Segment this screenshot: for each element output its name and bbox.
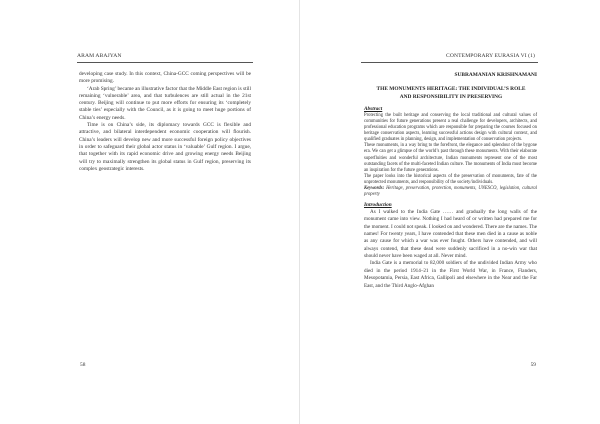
right-header-rule (361, 62, 538, 63)
left-paragraph-2: ‘Arab Spring’ became an illustrative factor that the Middle East region is still remaining ‘vulnerable’ area, and that turbulences are still actual in the 21st century. Beijing will continue to put more efforts for ensuring its ‘completely stable ties’ especially with the Council, as it is going to meet huge portions of China’s energy needs. (79, 85, 251, 121)
article-title-line-2: AND RESPONSIBILITY IN PRESERVING (399, 93, 503, 100)
abstract-paragraph-1: Protecting the built heritage and conserving the local traditional and cultural values of communities for future generations present a real challenge for developers, architects, and professional education programs which are responsible for preparing the courses focused on heritage conservation aspects, learning successful actions design with cultural context, and qualified graduates in planning, design, and implementation of conservation projects. (364, 113, 537, 143)
left-running-head: ARAM ABAJYAN (77, 53, 122, 59)
right-page (300, 0, 600, 424)
intro-paragraph-2: India Gate is a memorial to 82,000 soldiers of the undivided Indian Army who died in the period 1914–21 in the First World War, in France, Flanders, Mesopotamia, Persia, East Africa, Gallipoli and elsewhere in the Near and the Far East, and the Third Anglo-Afghan (364, 260, 537, 289)
keywords-label: Keywords: (364, 185, 385, 191)
keywords-text: Heritage, preservation, protection, monuments, UNESCO, legislation, cultural property (364, 185, 537, 197)
left-header-rule (77, 62, 253, 63)
article-title (363, 86, 539, 101)
right-page-number: 59 (530, 362, 536, 368)
keywords (364, 186, 537, 198)
introduction-heading: Introduction (364, 201, 392, 208)
left-page-number: 58 (80, 362, 86, 368)
abstract-paragraph-3: The paper looks into the historical aspects of the preservation of monuments, fate of the unprotected monuments, and responsibility of the society/individuals. (364, 173, 537, 185)
left-paragraph-1: developing case study. In this context, China-GCC coming perspectives will be more promising. (79, 71, 251, 85)
left-paragraph-3: Time is on China’s side, its diplomacy towards GCC is flexible and attractive, and bilateral interdependent economic cooperation will flourish. China’s leaders will develop new and more successful foreign policy objectives in order to safeguard their global actor status in ‘valuable’ Gulf region. I argue, that together with its rapid economic drive and growing energy needs Beijing will try to maximally strengthen its global status in Gulf region, preserving its complex geostrategic interests. (79, 122, 251, 172)
article-body (364, 106, 537, 290)
right-running-head: CONTEMPORARY EURASIA VI (1) (446, 53, 535, 59)
article-author: SUBRAMANIAN KRISHNAMANI (454, 72, 537, 78)
abstract-paragraph-2: These monuments, in a way bring to the forefront, the elegance and splendour of the bygone era. We can get a glimpse of the world’s past through these monuments. With their elaborate superfluities and wonderful architecture, Indian monuments represent one of the most outstanding facets of the multi-faceted Indian culture. The monuments of India must become an inspiration for the future generations. (364, 143, 537, 173)
abstract-heading: Abstract (364, 106, 383, 112)
article-title-line-1: THE MONUMENTS HERITAGE: THE INDIVIDUAL’S ROLE (376, 86, 526, 92)
left-body-text (79, 71, 251, 173)
intro-paragraph-1: As I walked to the India Gate …… and gradually the long walls of the monument came into view. Nothing I had heard of or written had prepared me for the moment. I could not speak. I looked on and wondered. There are the names. The names! For twenty years, I have contended that these men died in a cause as noble as any cause for which a war was ever fought. Others have contended, and will always contend, that these dead were suddenly sacrificed in a no-win war that should never have been waged at all. Never mind. (364, 209, 537, 260)
